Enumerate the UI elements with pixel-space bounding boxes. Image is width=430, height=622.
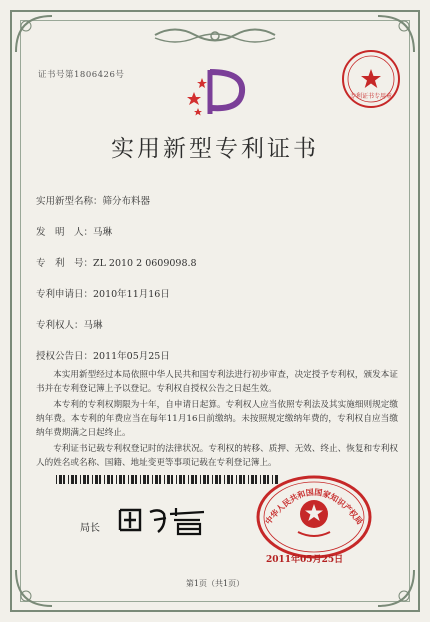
official-seal — [254, 474, 374, 560]
barcode-bar — [140, 475, 141, 484]
barcode-bar — [116, 475, 117, 484]
paragraph: 专利证书记载专利权登记时的法律状况。专利权的转移、质押、无效、终止、恢复和专利权人的姓名或名称、国籍、地址变更等事项记载在专利登记簿上。 — [36, 444, 398, 468]
barcode-bar — [200, 475, 201, 484]
barcode-bar — [155, 475, 158, 484]
certificate-title: 实用新型专利证书 — [111, 136, 319, 162]
paragraph: 本实用新型经过本局依照中华人民共和国专利法进行初步审查，决定授予专利权，颁发本证书并在专利登记簿上予以登记。专利权自授权公告之日起生效。 — [36, 370, 398, 394]
barcode-bar — [191, 475, 194, 484]
top-ornament-icon — [150, 24, 280, 46]
barcode-bar — [104, 475, 105, 484]
barcode-bar — [135, 475, 137, 484]
signature-label: 局长 — [80, 523, 100, 534]
barcode-bar — [195, 475, 197, 484]
barcode-bar — [188, 475, 189, 484]
barcode-bar — [119, 475, 122, 484]
barcode-bar — [83, 475, 86, 484]
barcode-bar — [219, 475, 221, 484]
barcode-bar — [56, 475, 57, 484]
barcode-bar — [71, 475, 74, 484]
barcode-bar — [131, 475, 134, 484]
barcode-bar — [159, 475, 161, 484]
barcode-bar — [224, 475, 225, 484]
patentee: 专利权人：马琳 — [36, 320, 103, 331]
announcement-date: 授权公告日：2011年05月25日 — [36, 351, 170, 362]
paragraph: 本专利的专利权期限为十年，自申请日起算。专利权人应当依照专利法及其实施细则规定缴纳年费。本专利的年费应当在每年11月16日前缴纳。未按照规定缴纳年费的，专利权自应当缴纳年费期满之日起终止。 — [36, 400, 398, 438]
patent-office-logo-icon — [182, 64, 250, 120]
barcode-bar — [176, 475, 177, 484]
barcode-bar — [80, 475, 81, 484]
barcode-bar — [63, 475, 65, 484]
barcode-bar — [75, 475, 77, 484]
barcode-bar — [183, 475, 185, 484]
barcode-bar — [203, 475, 206, 484]
barcode-bar — [248, 475, 249, 484]
page-footer: 第1页（共1页） — [185, 579, 245, 588]
barcode-bar — [236, 475, 237, 484]
barcode-bar — [164, 475, 165, 484]
barcode-bar — [212, 475, 213, 484]
barcode-bar — [68, 475, 69, 484]
barcode-bar — [231, 475, 233, 484]
barcode-bar — [167, 475, 170, 484]
corner-ornament-icon — [12, 12, 58, 58]
barcode-bar — [207, 475, 209, 484]
barcode-bar — [59, 475, 62, 484]
barcode-bar — [171, 475, 173, 484]
barcode-bar — [143, 475, 146, 484]
barcode-bar — [179, 475, 182, 484]
director-signature-icon — [112, 500, 212, 536]
barcode-bar — [147, 475, 149, 484]
barcode-bar — [107, 475, 110, 484]
barcode-bar — [243, 475, 245, 484]
barcode-bar — [239, 475, 242, 484]
barcode-bar — [227, 475, 230, 484]
barcode-bar — [92, 475, 93, 484]
barcode-bar — [128, 475, 129, 484]
barcode — [56, 475, 278, 484]
barcode-bar — [123, 475, 125, 484]
patent-number: 专 利 号：ZL 2010 2 0609098.8 — [36, 258, 197, 269]
utility-model-name: 实用新型名称：筛分布料器 — [36, 196, 151, 207]
barcode-bar — [111, 475, 113, 484]
barcode-bar — [152, 475, 153, 484]
seal-date: 2011年05月25日 — [266, 555, 344, 565]
svg-text:专利证书专用章: 专利证书专用章 — [349, 93, 393, 100]
barcode-bar — [99, 475, 101, 484]
certificate-number: 证书号第1806426号 — [38, 70, 125, 80]
inventor: 发 明 人：马琳 — [36, 227, 113, 238]
svg-text:中华人民共和国国家知识产权局: 中华人民共和国国家知识产权局 — [263, 487, 365, 527]
barcode-bar — [87, 475, 89, 484]
filing-date: 专利申请日：2010年11月16日 — [36, 289, 170, 300]
barcode-bar — [95, 475, 98, 484]
barcode-bar — [215, 475, 218, 484]
small-official-stamp — [340, 48, 402, 110]
